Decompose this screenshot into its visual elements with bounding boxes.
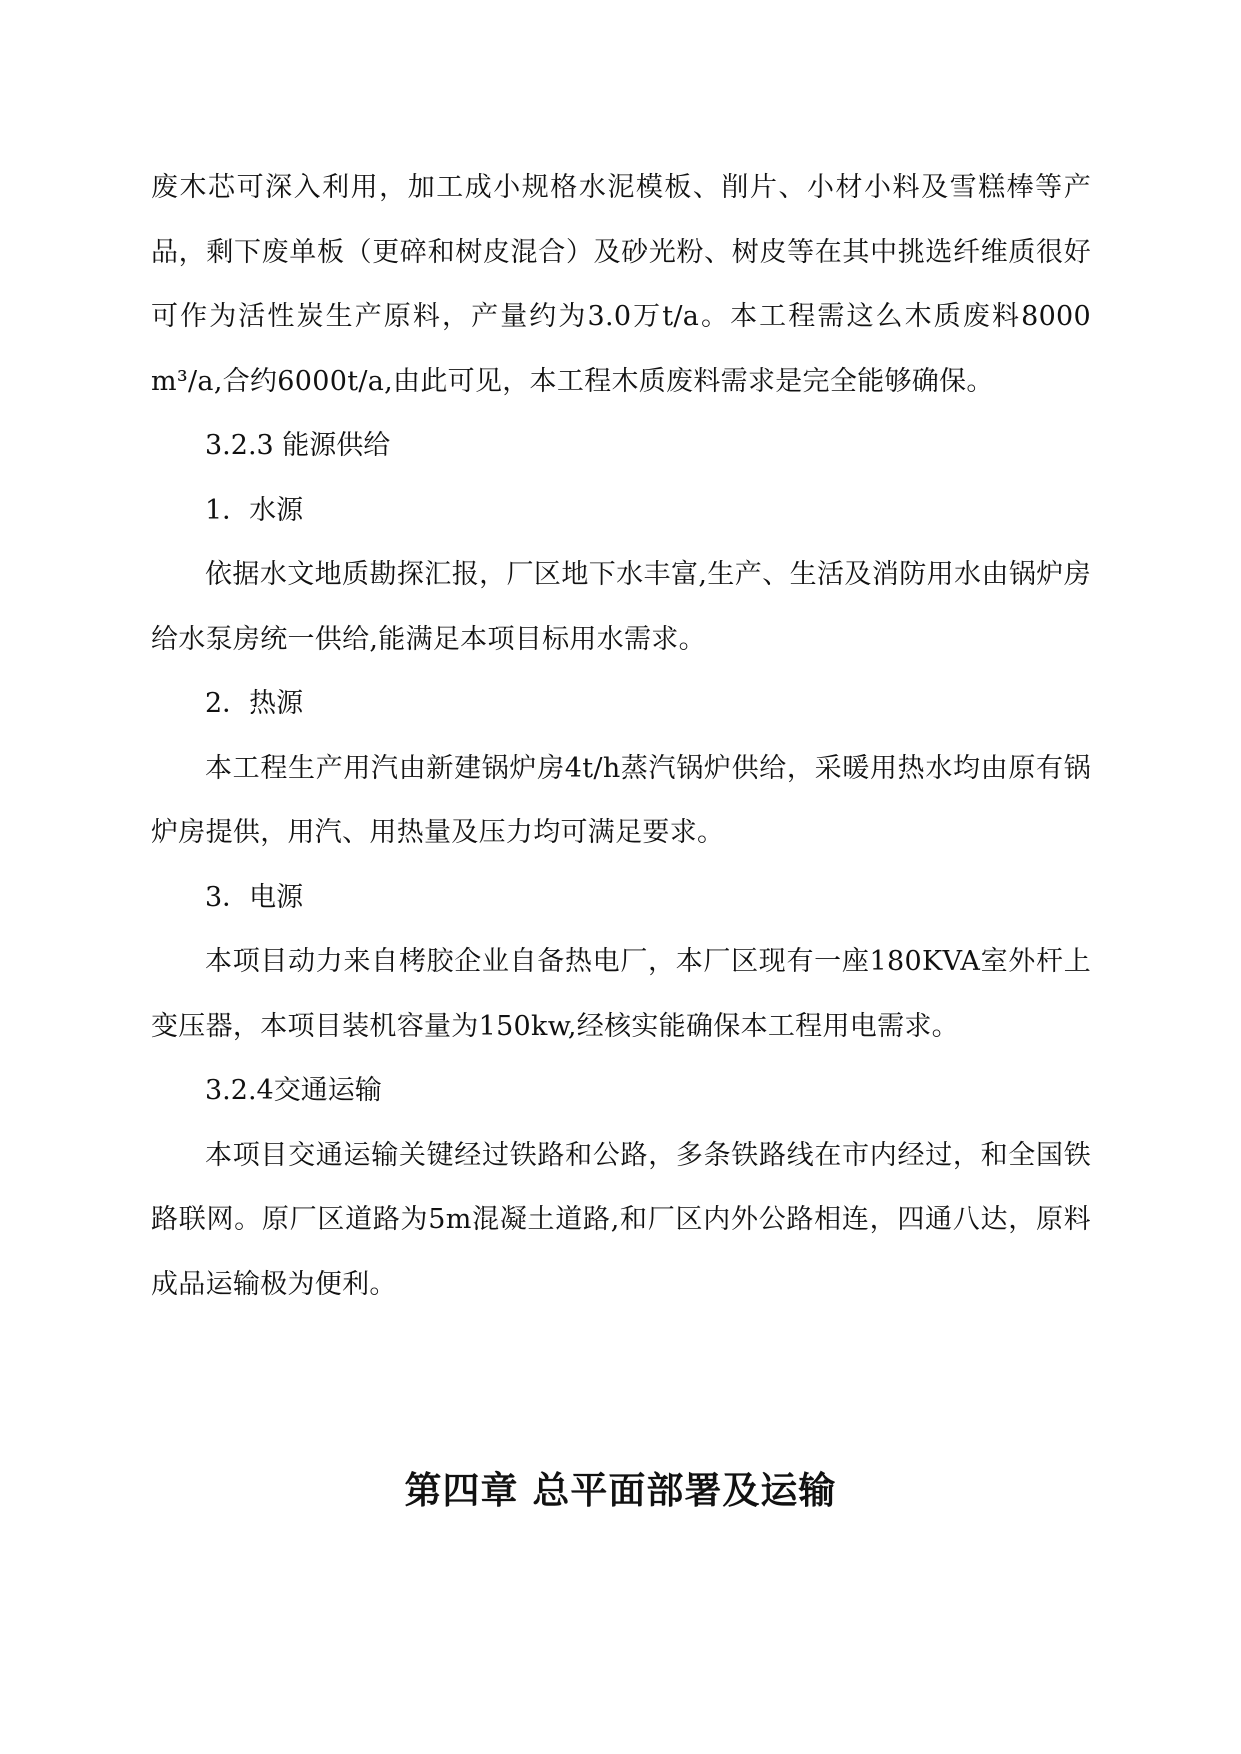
chapter-title: 第四章 总平面部署及运输 <box>404 1469 837 1512</box>
subheading-heat-source: 2．热源 <box>205 688 304 719</box>
paragraph-transport: 本项目交通运输关键经过铁路和公路，多条铁路线在市内经过，和全国铁路联网。原厂区道路为5m混凝土道路,和厂区内外公路相连，四通八达，原料成品运输极为便利。 <box>151 1139 1091 1300</box>
section-heading-transport: 3.2.4交通运输 <box>205 1075 382 1106</box>
paragraph-water-source: 依据水文地质勘探汇报，厂区地下水丰富,生产、生活及消防用水由锅炉房给水泵房统一供给,能满足本项目标用水需求。 <box>151 559 1091 655</box>
paragraph-power-source: 本项目动力来自栲胶企业自备热电厂，本厂区现有一座180KVA室外杆上变压器，本项目装机容量为150kw,经核实能确保本工程用电需求。 <box>151 946 1091 1042</box>
paragraph-wood-waste: 废木芯可深入利用，加工成小规格水泥模板、削片、小材小料及雪糕棒等产品，剩下废单板（更碎和树皮混合）及砂光粉、树皮等在其中挑选纤维质很好可作为活性炭生产原料，产量约为3.0万t/a。本工程需这么木质废料8000 m³/a,合约6000t/a,由此可见，本工程木质废料需求是完全能够确保。 <box>151 172 1091 397</box>
subheading-water-source: 1．水源 <box>205 494 304 526</box>
subheading-power-source: 3．电源 <box>205 881 304 913</box>
document-body <box>151 156 1091 1317</box>
paragraph-heat-source: 本工程生产用汽由新建锅炉房4t/h蒸汽锅炉供给，采暖用热水均由原有锅炉房提供，用汽、用热量及压力均可满足要求。 <box>151 752 1091 848</box>
section-heading-energy-supply: 3.2.3 能源供给 <box>205 430 391 461</box>
